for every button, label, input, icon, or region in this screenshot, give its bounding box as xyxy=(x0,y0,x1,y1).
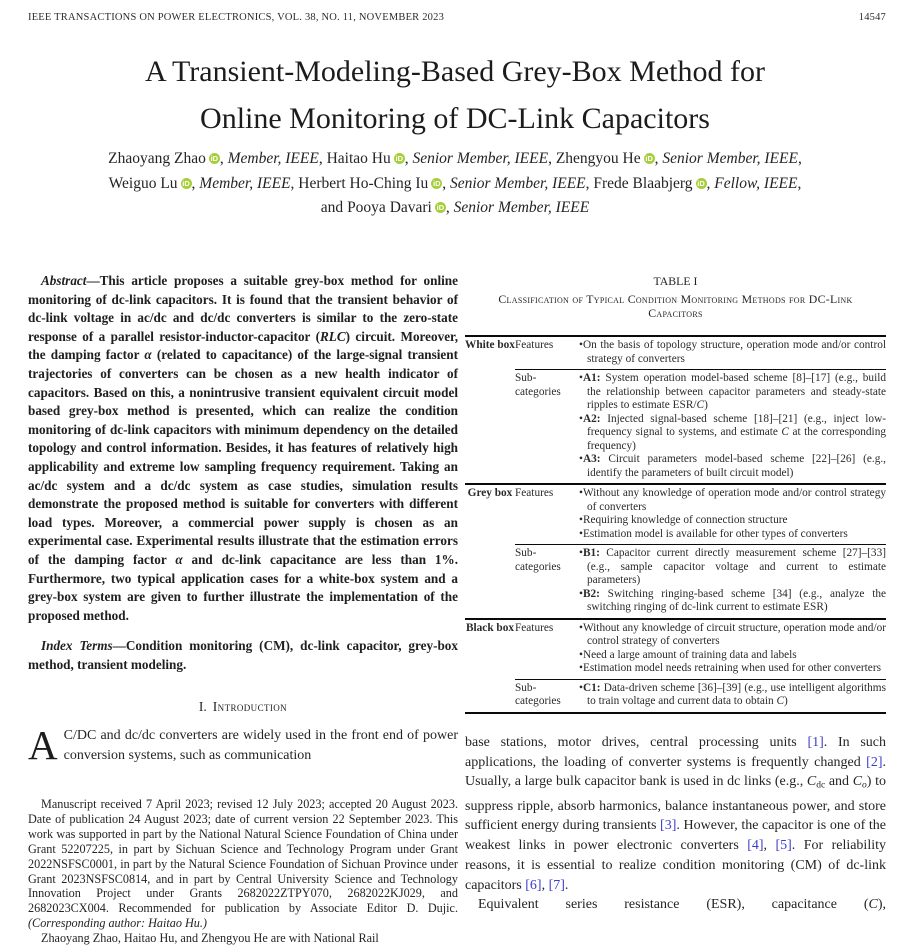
table-cell xyxy=(579,545,886,619)
author-name: Pooya Davari xyxy=(347,199,432,216)
author: Weiguo Lu iD , Member, IEEE, xyxy=(108,174,299,192)
drop-cap: A xyxy=(28,722,58,768)
author: Zhengyou He iD , Senior Member, IEEE, xyxy=(555,150,802,167)
author-line-1 xyxy=(0,147,910,172)
body-paragraph: Equivalent series resistance (ESR), capacitance (C), xyxy=(478,897,886,913)
body-text xyxy=(465,733,886,915)
citation-link[interactable]: [6] xyxy=(525,877,542,893)
paper-title-line2: Online Monitoring of DC-Link Capacitors xyxy=(200,102,710,135)
author-role: Senior Member, IEEE xyxy=(450,174,586,192)
citation-link[interactable]: [5] xyxy=(775,838,792,854)
row-label: Sub-categories xyxy=(515,372,561,398)
row-label: Features xyxy=(515,484,579,545)
table-label: TABLE I xyxy=(653,274,698,288)
category-cell: Grey box xyxy=(465,484,515,619)
table-item: •On the basis of topology structure, operation mode and/or control strategy of converters xyxy=(579,339,886,365)
table-cell xyxy=(579,619,886,680)
table-cell xyxy=(579,336,886,370)
paper-title xyxy=(0,48,910,142)
page-number: 14547 xyxy=(858,12,886,23)
author-role: Member, IEEE xyxy=(199,174,291,192)
author: Herbert Ho-Ching Iu iD , Senior Member, IEEE, xyxy=(298,174,594,192)
table-item: •B2: Switching ringing-based scheme [34] (e.g., analyze the switching ringing of dc-link current to estimate ESR) xyxy=(579,587,886,613)
author-role: Senior Member, IEEE xyxy=(453,199,590,216)
table-item: •A2: Injected signal-based scheme [18]–[21] (e.g., inject low-frequency signal to systems, and estimate C at the corresponding frequency) xyxy=(579,412,886,452)
citation-link[interactable]: [7] xyxy=(548,877,565,893)
author-name: Zhengyou He xyxy=(555,150,641,167)
author-list xyxy=(0,147,910,221)
citation-link[interactable]: [3] xyxy=(660,818,677,834)
author-line-3 xyxy=(0,196,910,221)
author-role: Senior Member, IEEE xyxy=(662,150,798,167)
author-name: Herbert Ho-Ching Iu xyxy=(298,174,429,192)
author: Zhaoyang Zhao iD , Member, IEEE, xyxy=(108,150,327,167)
orcid-icon[interactable]: iD xyxy=(182,178,190,188)
citation-link[interactable]: [4] xyxy=(747,838,764,854)
author-role: Fellow, IEEE xyxy=(714,174,798,192)
author-line-2 xyxy=(0,172,910,197)
abstract: Abstract—This article proposes a suitable grey-box method for online monitoring of dc-link capacitors. It is found that the transient behavior of dc-link voltage in ac/dc and dc/dc converters is similar to the zero-state response of a parallel resistor-inductor-capacitor (RLC) circuit. Moreover, the damping factor α (related to capacitance) of the large-signal transient trajectories of converters can be chosen as a new health indicator of capacitors. Based on this, a nonintrusive transient equivalent circuit model based grey-box method is presented, which can realize the condition monitoring of dc-link capacitors with minimum dependency on the detailed topology and control information. Besides, it has features of relatively high applicability and extreme low sampling frequency requirement. Taking an ac/dc system and a dc/dc system as case studies, simulation results demonstrate the proposed method is suitable for converters with different load types. Moreover, a commercial power supply is chosen as an experimental case. Experimental results illustrate that the estimation errors of the damping factor α and dc-link capacitance are less than 1%. Furthermore, two typical application cases for a white-box system and a grey-box system are given to further illustrate the implementation of the proposed method. xyxy=(28,273,458,623)
footnote-cut-line: Zhaoyang Zhao, Haitao Hu, and Zhengyou He are with National Rail xyxy=(41,931,379,946)
orcid-icon[interactable]: iD xyxy=(433,178,441,188)
body-paragraph: base stations, motor drives, central processing units [1]. In such applications, the loading of converter systems is frequently changed [2]. Usually, a large bulk capacitor bank is used in dc links (e.g., Cdc and Co) to suppress ripple, absorb harmonics, balance instantaneous power, and store sufficient energy during transients [3]. However, the capacitor is one of the weakest links in power electronic converters [4], [5]. For reliability reasons, it is essential to realize condition monitoring (CM) of dc-link capacitors [6], [7]. xyxy=(465,735,886,893)
page-header xyxy=(28,12,886,23)
category-cell: White box xyxy=(465,339,515,351)
table-item: •A1: System operation model-based scheme [8]–[17] (e.g., build the relationship between capacitor parameters and steady-state ripples to estimate ESR/C) xyxy=(579,372,886,411)
orcid-icon[interactable]: iD xyxy=(436,203,445,212)
row-label: Sub-categories xyxy=(515,547,561,573)
table-caption-text: Classification of Typical Condition Monitoring Methods for DC-Link Capacitors xyxy=(498,291,853,320)
author-name: Zhaoyang Zhao xyxy=(108,150,206,167)
table-item: •Need a large amount of training data and labels xyxy=(579,648,797,661)
table-cell xyxy=(579,370,886,485)
footnote xyxy=(28,797,458,946)
table-item: •Requiring knowledge of connection structure xyxy=(579,514,788,526)
footnote-paragraph: Manuscript received 7 April 2023; revised 12 July 2023; accepted 20 August 2023. Date of publication 24 August 2023; date of current version 22 September 2023. This work was supported in part by the National Natural Science Foundation of China under Grant 52207225, in part by Sichuan Science and Technology Program under Grant 2022NSFSC0001, in part by the Natural Science Foundation of Sichuan Province under Grant 2023NSFSC0814, and in part by Central University Science and Technology Innovation Project under Grants 2682022ZTPY070, 2682022KJ029, and 2682023CX004. Recommended for publication by Associate Editor D. Dujic. (Corresponding author: Haitao Hu.) xyxy=(28,797,458,931)
table-caption xyxy=(465,274,886,321)
author-role: Senior Member, IEEE xyxy=(412,150,549,167)
category-cell: Black box xyxy=(465,619,515,713)
author-name: Haitao Hu xyxy=(326,150,391,167)
author: Haitao Hu iD , Senior Member, IEEE, xyxy=(326,150,556,167)
orcid-icon[interactable]: iD xyxy=(697,178,705,188)
table-cell xyxy=(579,679,886,713)
journal-title: IEEE TRANSACTIONS ON POWER ELECTRONICS, VOL. 38, NO. 11, NOVEMBER 2023 xyxy=(28,12,445,23)
author: Frede Blaabjerg iD , Fellow, IEEE, xyxy=(593,174,802,192)
citation-link[interactable]: [1] xyxy=(807,735,824,750)
table-item: •B1: Capacitor current directly measurement scheme [27]–[33] (e.g., sample capacitor voltage and current to estimate parameters) xyxy=(579,547,886,586)
intro-paragraph: A C/DC and dc/dc converters are widely used in the front end of power conversion systems, such as communication xyxy=(28,722,458,768)
row-label: Features xyxy=(515,619,579,680)
table-item: •Estimation model is available for other types of converters xyxy=(579,527,848,540)
row-label: Sub-categories xyxy=(515,681,561,707)
citation-link[interactable]: [2] xyxy=(866,754,883,770)
author-name: Frede Blaabjerg xyxy=(593,174,693,192)
index-terms: Index Terms—Condition monitoring (CM), dc-link capacitor, grey-box method, transient modeling. xyxy=(28,638,458,672)
author: and Pooya Davari iD , Senior Member, IEEE xyxy=(320,199,590,216)
author-role: Member, IEEE xyxy=(227,150,319,167)
table-item: •Estimation model needs retraining when used for other converters xyxy=(579,662,881,674)
table-item: •Without any knowledge of circuit structure, operation mode and/or control strategy of converters xyxy=(579,621,886,647)
table-item: •C1: Data-driven scheme [36]–[39] (e.g., use intelligent algorithms to train voltage and current data to obtain C) xyxy=(579,681,886,707)
orcid-icon[interactable]: iD xyxy=(395,154,403,163)
table-cell xyxy=(579,484,886,545)
table-item: •Without any knowledge of operation mode and/or control strategy of converters xyxy=(579,487,886,513)
orcid-icon[interactable]: iD xyxy=(645,154,653,163)
row-label: Features xyxy=(515,336,579,370)
author-name: Weiguo Lu xyxy=(108,174,178,192)
table-item: •A3: Circuit parameters model-based scheme [22]–[26] (e.g., identify the parameters of built circuit model) xyxy=(579,453,886,479)
orcid-icon[interactable]: iD xyxy=(210,154,219,163)
section-heading-introduction: I. Introduction xyxy=(198,699,288,714)
paper-title-line1: A Transient-Modeling-Based Grey-Box Method for xyxy=(145,55,765,88)
table-1 xyxy=(465,335,886,714)
